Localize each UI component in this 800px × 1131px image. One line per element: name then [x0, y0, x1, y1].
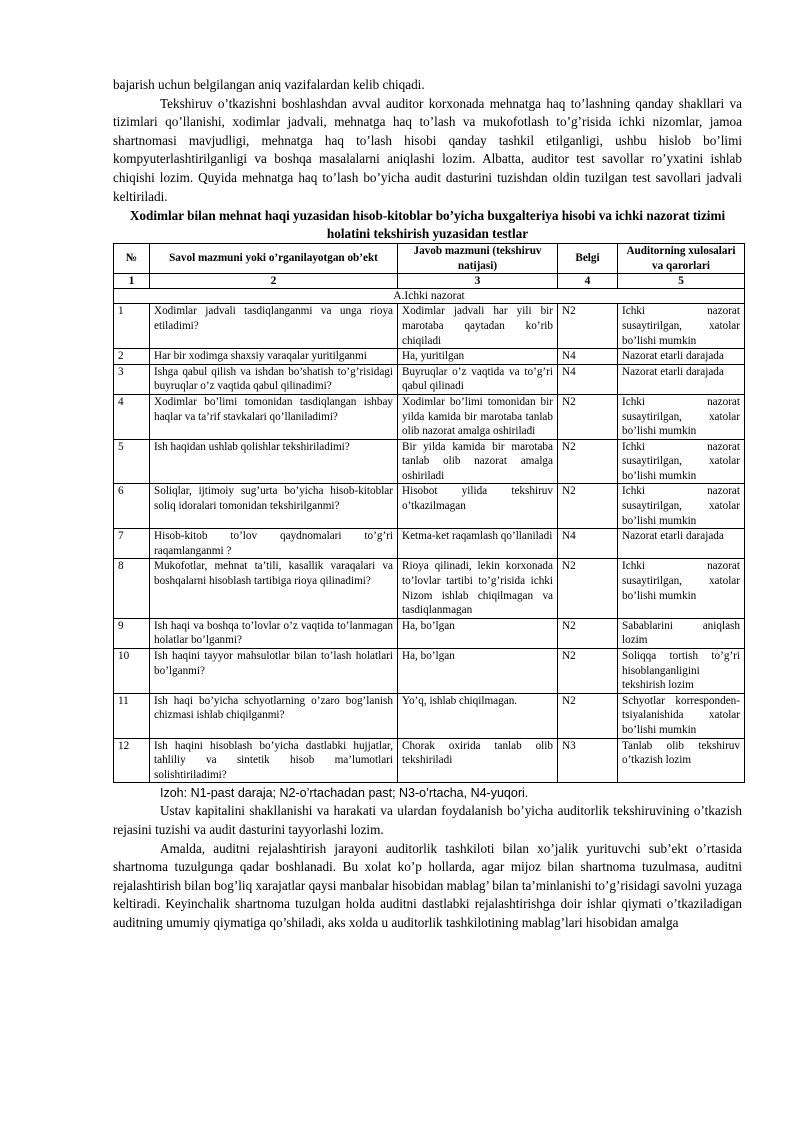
paragraph-audit-plan: Ustav kapitalini shakllanishi va harakati va ulardan foydalanish bo’yicha auditorlik tekshiruvining o’tkazish rejasini tuzishi va audit dasturini tayyorlashi lozim. — [113, 803, 742, 837]
row-question: Ishga qabul qilish va ishdan bo’shatish to’g’risidagi buyruqlar o’z vaqtida qabul qilinadimi? — [150, 364, 398, 394]
row-conclusion: Schyotlar korresponden-tsiyalanishida xatolar bo’lishi mumkin — [618, 693, 745, 738]
row-question: Ish haqini tayyor mahsulotlar bilan to’lash holatlari bo’lganmi? — [150, 649, 398, 694]
row-number: 9 — [114, 618, 150, 648]
table-note: Izoh: N1-past daraja; N2-o’rtachadan past; N3-o’rtacha, N4-yuqori. — [160, 786, 529, 801]
row-number: 11 — [114, 693, 150, 738]
row-number: 7 — [114, 529, 150, 559]
row-mark: N4 — [558, 349, 618, 365]
table-row — [114, 618, 745, 648]
row-mark: N2 — [558, 618, 618, 648]
row-answer: Yo’q, ishlab chiqilmagan. — [398, 693, 558, 738]
row-answer: Buyruqlar o’z vaqtida va to’g’ri qabul qilinadi — [398, 364, 558, 394]
row-mark: N2 — [558, 559, 618, 618]
paragraph-planning-process: Amalda, auditni rejalashtirish jarayoni auditorlik tashkiloti bilan xo’jalik yurituvchi sub’ekt o’rtasida shartnoma tuzulgunga qadar boshlanadi. Bu xolat ko’p hollarda, agar mijoz bilan shartnoma tuzulmasa, auditni rejalashtirish bilan bog’liq xarajatlar qaysi manbalar hisobidan mablag’ bilan ta’minlanishi to’g’risidagi savolni yuzaga keltiradi. Keyinchalik shartnoma tuzulgan holda auditni dastlabki rejalashtirishga doir ishlar qiymati o’tkaziladigan auditning umumiy qiymatiga qo’shiladi, aks xolda u auditorlik tashkilotining mablag’lari hisobidan amalga — [113, 840, 742, 930]
column-index: 1 — [114, 274, 150, 289]
row-question: Har bir xodimga shaxsiy varaqalar yuritilganmi — [150, 349, 398, 365]
table-row — [114, 364, 745, 394]
row-number: 4 — [114, 394, 150, 439]
row-question: Xodimlar jadvali tasdiqlanganmi va unga rioya etiladimi? — [150, 304, 398, 349]
row-number: 8 — [114, 559, 150, 618]
row-answer: Ha, bo’lgan — [398, 618, 558, 648]
header-number: № — [114, 244, 150, 274]
row-number: 12 — [114, 738, 150, 783]
section-row — [114, 289, 745, 304]
paragraph-intro-continuation: bajarish uchun belgilangan aniq vazifalardan kelib chiqadi. — [113, 77, 425, 92]
row-question: Xodimlar bo’limi tomonidan tasdiqlangan ishbay haqlar va ta’rif stavkalari qo’llaniladimi? — [150, 394, 398, 439]
row-mark: N2 — [558, 394, 618, 439]
row-question: Ish haqini hisoblash bo’yicha dastlabki hujjatlar, tahliliy va sintetik hisob ma’lumotlari solishtiriladimi? — [150, 738, 398, 783]
row-question: Mukofotlar, mehnat ta’tili, kasallik varaqalari va boshqalarni hisoblash tartibiga rioya qilinadimi? — [150, 559, 398, 618]
row-conclusion: Nazorat etarli darajada — [618, 349, 745, 365]
row-question: Ish haqi bo’yicha schyotlarning o’zaro bog’lanish chizmasi ishlab chiqilganmi? — [150, 693, 398, 738]
row-number: 10 — [114, 649, 150, 694]
column-index: 3 — [398, 274, 558, 289]
table-row — [114, 394, 745, 439]
row-mark: N4 — [558, 529, 618, 559]
table-row — [114, 738, 745, 783]
row-number: 1 — [114, 304, 150, 349]
paragraph-audit-preparation: Tekshiruv o’tkazishni boshlashdan avval auditor korxonada mehnatga haq to’lashning qanday shakllari va tizimlari qo’llanishi, xodimlar jadvali, mehnatga haq to’lash va mukofotlash to’g’risida ichki nizomlar, jamoa shartnomasi mavjudligi, mehnatga haq to’lash hisobi qanday tashkil etilganligi, ushbu hislob bo’limi kompyuterlashtirilganligi va boshqa masalalarni aniqlashi lozim. Albatta, auditor test savollar ro’yxatini ishlab chiqishi lozim. Quyida mehnatga haq to’lash bo’yicha audit dasturini tuzishdan oldin tuzilgan test savollari jadvali keltiriladi. — [113, 95, 742, 204]
row-conclusion: Ichki nazorat susaytirilgan, xatolar bo’lishi mumkin — [618, 484, 745, 529]
row-conclusion: Ichki nazorat susaytirilgan, xatolar bo’lishi mumkin — [618, 304, 745, 349]
row-question: Hisob-kitob to’lov qaydnomalari to’g’ri raqamlanganmi ? — [150, 529, 398, 559]
row-conclusion: Tanlab olib tekshiruv o’tkazish lozim — [618, 738, 745, 783]
row-mark: N2 — [558, 484, 618, 529]
table-row — [114, 529, 745, 559]
column-index: 5 — [618, 274, 745, 289]
header-answer: Javob mazmuni (tekshiruv natijasi) — [398, 244, 558, 274]
row-answer: Bir yilda kamida bir marotaba tanlab olib nazorat amalga oshiriladi — [398, 439, 558, 484]
row-conclusion: Nazorat etarli darajada — [618, 529, 745, 559]
row-answer: Xodimlar jadvali har yili bir marotaba qaytadan ko’rib chiqiladi — [398, 304, 558, 349]
row-answer: Ha, bo’lgan — [398, 649, 558, 694]
internal-control-test-table — [113, 243, 745, 783]
row-conclusion: Ichki nazorat susaytirilgan, xatolar bo’lishi mumkin — [618, 559, 745, 618]
table-row — [114, 304, 745, 349]
table-header-row — [114, 244, 745, 274]
row-answer: Chorak oxirida tanlab olib tekshiriladi — [398, 738, 558, 783]
header-conclusion: Auditorning xulosalari va qarorlari — [618, 244, 745, 274]
row-answer: Xodimlar bo’limi tomonidan bir yilda kamida bir marotaba tanlab olib nazorat amalga oshiriladi — [398, 394, 558, 439]
table-row — [114, 484, 745, 529]
row-number: 6 — [114, 484, 150, 529]
row-number: 3 — [114, 364, 150, 394]
row-question: Ish haqidan ushlab qolishlar tekshiriladimi? — [150, 439, 398, 484]
row-number: 2 — [114, 349, 150, 365]
column-index: 4 — [558, 274, 618, 289]
row-mark: N2 — [558, 649, 618, 694]
row-conclusion: Ichki nazorat susaytirilgan, xatolar bo’lishi mumkin — [618, 394, 745, 439]
row-mark: N2 — [558, 304, 618, 349]
header-question: Savol mazmuni yoki o’rganilayotgan ob’ekt — [150, 244, 398, 274]
row-mark: N4 — [558, 364, 618, 394]
row-mark: N3 — [558, 738, 618, 783]
row-conclusion: Sabablarini aniqlash lozim — [618, 618, 745, 648]
table-title: Xodimlar bilan mehnat haqi yuzasidan hisob-kitoblar bo’yicha buxgalteriya hisobi va ichki nazorat tizimi holatini tekshirish yuzasidan testlar — [129, 208, 726, 242]
row-mark: N2 — [558, 693, 618, 738]
row-mark: N2 — [558, 439, 618, 484]
row-answer: Ketma-ket raqamlash qo’llaniladi — [398, 529, 558, 559]
table-row — [114, 649, 745, 694]
row-number: 5 — [114, 439, 150, 484]
column-index: 2 — [150, 274, 398, 289]
row-answer: Ha, yuritilgan — [398, 349, 558, 365]
table-row — [114, 559, 745, 618]
row-conclusion: Ichki nazorat susaytirilgan, xatolar bo’lishi mumkin — [618, 439, 745, 484]
table-row — [114, 693, 745, 738]
row-conclusion: Soliqqa tortish to’g’ri hisoblanganligini tekshirish lozim — [618, 649, 745, 694]
column-index-row — [114, 274, 745, 289]
section-label: A.Ichki nazorat — [114, 289, 745, 304]
table-row — [114, 349, 745, 365]
row-question: Ish haqi va boshqa to’lovlar o’z vaqtida to’lanmagan holatlar bo’lganmi? — [150, 618, 398, 648]
row-question: Soliqlar, ijtimoiy sug’urta bo’yicha hisob-kitoblar soliq idoralari tomonidan tekshirilganmi? — [150, 484, 398, 529]
document-page — [113, 76, 742, 933]
header-mark: Belgi — [558, 244, 618, 274]
row-answer: Rioya qilinadi, lekin korxonada to’lovlar tartibi to’g’risida ichki Nizom ishlab chiqilmagan va tasdiqlanmagan — [398, 559, 558, 618]
row-answer: Hisobot yilida tekshiruv o’tkazilmagan — [398, 484, 558, 529]
row-conclusion: Nazorat etarli darajada — [618, 364, 745, 394]
table-row — [114, 439, 745, 484]
